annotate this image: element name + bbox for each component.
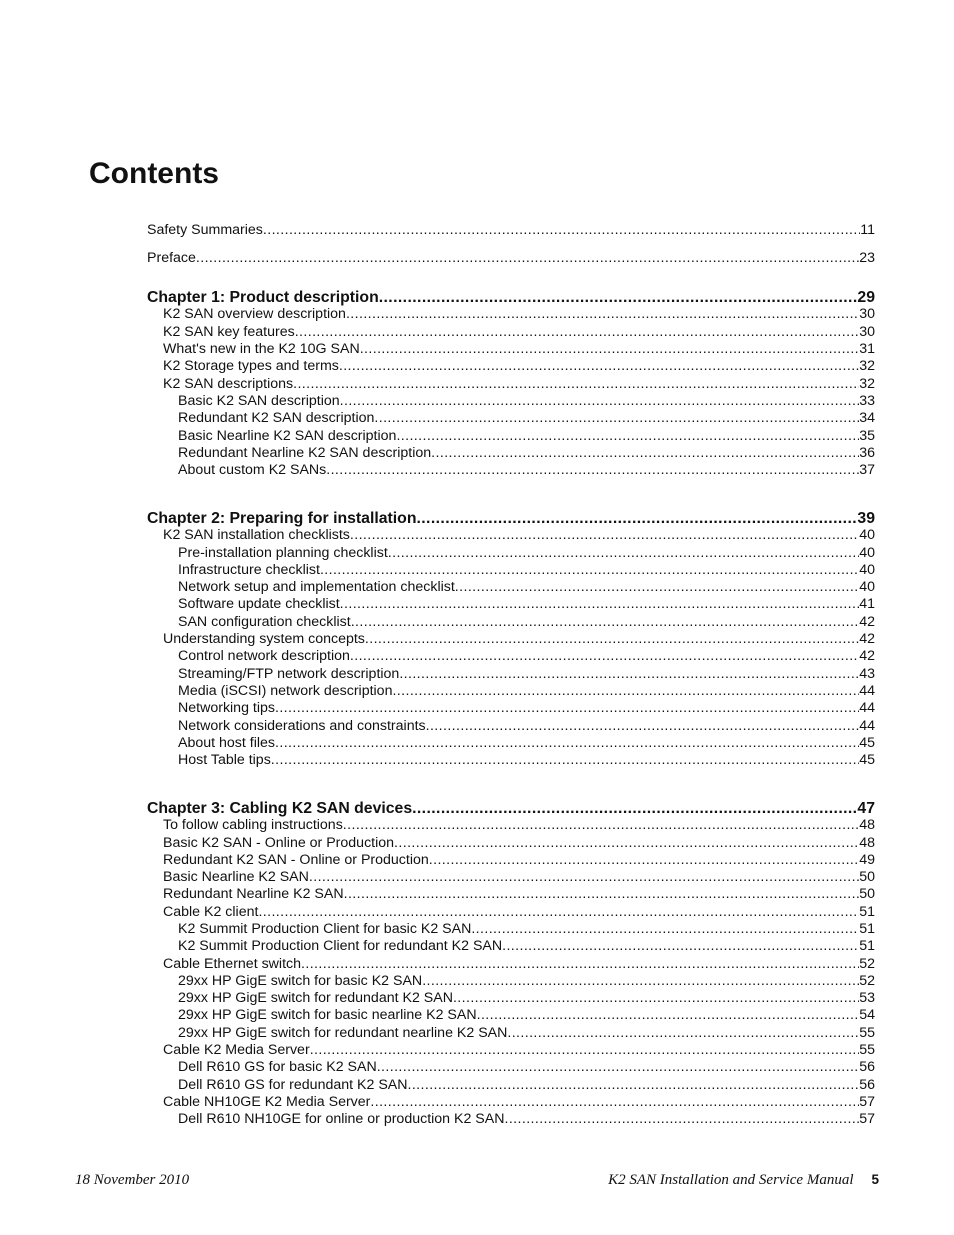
toc-entry-label: Basic K2 SAN description (178, 392, 340, 409)
toc-entry-page: 40 (859, 579, 875, 596)
toc-entry-label: Network considerations and constraints (178, 717, 426, 734)
toc-entry-page: 52 (859, 955, 875, 972)
front-matter-list (147, 222, 875, 267)
dot-leader (326, 462, 859, 479)
toc-entry-label: K2 SAN overview description (163, 306, 346, 323)
dot-leader (507, 1025, 859, 1042)
toc-entry-page: 42 (859, 631, 875, 648)
dot-leader (275, 735, 859, 752)
toc-subsection-entry[interactable] (147, 410, 875, 427)
table-of-contents (147, 222, 875, 1129)
dot-leader (453, 990, 859, 1007)
toc-entry-page: 57 (859, 1093, 875, 1110)
toc-entry-label: Redundant Nearline K2 SAN description (178, 444, 432, 461)
toc-entry-label: 29xx HP GigE switch for redundant nearline K2 SAN (178, 1024, 508, 1041)
toc-subsection-entry[interactable] (147, 990, 875, 1007)
toc-entry-label: Redundant K2 SAN description (178, 410, 375, 427)
dot-leader (392, 683, 859, 700)
toc-entry-label: Basic K2 SAN - Online or Production (163, 834, 395, 851)
dot-leader (350, 527, 859, 544)
toc-subsection-entry[interactable] (147, 1059, 875, 1076)
dot-leader (340, 596, 860, 613)
chapter-section (147, 289, 875, 479)
toc-entry-label: K2 Summit Production Client for redundant K2 SAN (178, 938, 503, 955)
toc-entry-label: Dell R610 NH10GE for online or production K2 SAN (178, 1111, 505, 1128)
toc-entry-page: 35 (859, 427, 875, 444)
dot-leader (320, 562, 859, 579)
toc-entry-label: 29xx HP GigE switch for redundant K2 SAN (178, 990, 453, 1007)
toc-subsection-entry[interactable] (147, 752, 875, 769)
toc-section-entry[interactable] (147, 852, 875, 869)
toc-entry-label: What's new in the K2 10G SAN (163, 341, 360, 358)
toc-subsection-entry[interactable] (147, 614, 875, 631)
toc-entry-label: Networking tips (178, 700, 275, 717)
dot-leader (346, 306, 859, 323)
dot-leader (431, 445, 859, 462)
toc-entry-page: 31 (859, 341, 875, 358)
dot-leader (374, 410, 859, 427)
dot-leader (365, 631, 859, 648)
dot-leader (339, 358, 859, 375)
toc-front-entry[interactable] (147, 250, 875, 267)
toc-entry-page: 37 (859, 462, 875, 479)
dot-leader (350, 648, 859, 665)
toc-entry-label: Dell R610 GS for redundant K2 SAN (178, 1076, 408, 1093)
toc-subsection-entry[interactable] (147, 938, 875, 955)
toc-entry-page: 48 (859, 817, 875, 834)
toc-entry-label: Cable K2 client (163, 903, 259, 920)
toc-section-entry[interactable] (147, 341, 875, 358)
toc-entry-label: Basic Nearline K2 SAN description (178, 427, 397, 444)
toc-subsection-entry[interactable] (147, 973, 875, 990)
dot-leader (399, 666, 859, 683)
toc-subsection-entry[interactable] (147, 1111, 875, 1128)
toc-entry-page: 47 (857, 799, 875, 817)
toc-entry-page: 40 (859, 561, 875, 578)
toc-subsection-entry[interactable] (147, 428, 875, 445)
toc-entry-page: 54 (859, 1007, 875, 1024)
dot-leader (426, 718, 860, 735)
toc-entry-page: 33 (859, 392, 875, 409)
toc-subsection-entry[interactable] (147, 1077, 875, 1094)
dot-leader (471, 921, 859, 938)
toc-entry-label: To follow cabling instructions (163, 817, 343, 834)
toc-subsection-entry[interactable] (147, 596, 875, 613)
dot-leader (196, 250, 859, 267)
toc-entry-page: 44 (859, 700, 875, 717)
toc-section-entry[interactable] (147, 324, 875, 341)
toc-section-entry[interactable] (147, 817, 875, 834)
toc-entry-page: 39 (857, 509, 875, 527)
toc-entry-page: 44 (859, 717, 875, 734)
toc-section-entry[interactable] (147, 1094, 875, 1111)
dot-leader (295, 324, 860, 341)
toc-entry-label: Redundant Nearline K2 SAN (163, 886, 344, 903)
toc-entry-label: Understanding system concepts (163, 631, 365, 648)
toc-section-entry[interactable] (147, 631, 875, 648)
toc-front-entry[interactable] (147, 222, 875, 239)
chapter-section (147, 510, 875, 769)
toc-entry-page: 30 (859, 306, 875, 323)
toc-entry-page: 53 (859, 990, 875, 1007)
toc-entry-label: About host files (178, 734, 276, 751)
toc-entry-page: 51 (859, 920, 875, 937)
dot-leader (502, 938, 859, 955)
dot-leader (360, 341, 860, 358)
dot-leader (310, 1042, 860, 1059)
toc-subsection-entry[interactable] (147, 562, 875, 579)
toc-entry-page: 52 (859, 972, 875, 989)
dot-leader (370, 1094, 859, 1111)
dot-leader (275, 700, 859, 717)
toc-entry-label: K2 SAN installation checklists (163, 527, 350, 544)
toc-entry-label: About custom K2 SANs (178, 462, 327, 479)
toc-entry-page: 41 (859, 596, 875, 613)
toc-subsection-entry[interactable] (147, 735, 875, 752)
toc-entry-label: K2 Storage types and terms (163, 358, 339, 375)
toc-entry-label: Basic Nearline K2 SAN (163, 869, 309, 886)
toc-chapter-entry[interactable] (147, 800, 875, 817)
toc-section-entry[interactable] (147, 358, 875, 375)
toc-subsection-entry[interactable] (147, 648, 875, 665)
toc-entry-page: 32 (859, 375, 875, 392)
toc-entry-page: 32 (859, 358, 875, 375)
dot-leader (344, 886, 860, 903)
toc-entry-page: 45 (859, 734, 875, 751)
toc-section-entry[interactable] (147, 527, 875, 544)
toc-entry-label: Chapter 2: Preparing for installation (147, 509, 417, 527)
toc-entry-label: Safety Summaries (147, 222, 263, 238)
dot-leader (396, 428, 859, 445)
toc-entry-page: 36 (859, 444, 875, 461)
toc-subsection-entry[interactable] (147, 1025, 875, 1042)
toc-entry-label: K2 SAN key features (163, 323, 295, 340)
toc-entry-page: 48 (859, 834, 875, 851)
toc-entry-page: 44 (859, 682, 875, 699)
toc-entry-page: 50 (859, 886, 875, 903)
dot-leader (455, 579, 859, 596)
toc-entry-label: Cable Ethernet switch (163, 955, 302, 972)
dot-leader (379, 289, 858, 306)
footer-page-number: 5 (871, 1172, 879, 1187)
toc-section-entry[interactable] (147, 1042, 875, 1059)
toc-section-entry[interactable] (147, 956, 875, 973)
toc-subsection-entry[interactable] (147, 545, 875, 562)
toc-subsection-entry[interactable] (147, 393, 875, 410)
dot-leader (377, 1059, 860, 1076)
toc-entry-page: 30 (859, 323, 875, 340)
dot-leader (263, 222, 860, 239)
dot-leader (340, 393, 860, 410)
toc-entry-page: 23 (859, 249, 875, 266)
toc-entry-page: 56 (859, 1059, 875, 1076)
toc-entry-label: Network setup and implementation checklist (178, 579, 455, 596)
toc-entry-page: 42 (859, 613, 875, 630)
toc-section-entry[interactable] (147, 835, 875, 852)
toc-entry-label: Media (iSCSI) network description (178, 682, 393, 699)
toc-section-entry[interactable] (147, 869, 875, 886)
toc-section-entry[interactable] (147, 306, 875, 323)
toc-entry-page: 50 (859, 869, 875, 886)
toc-entry-label: Cable NH10GE K2 Media Server (163, 1093, 371, 1110)
toc-entry-label: Chapter 1: Product description (147, 289, 379, 307)
footer-date: 18 November 2010 (75, 1172, 190, 1188)
toc-chapter-entry[interactable] (147, 510, 875, 527)
toc-entry-page: 42 (859, 648, 875, 665)
toc-entry-page: 40 (859, 544, 875, 561)
toc-entry-page: 57 (859, 1111, 875, 1128)
dot-leader (504, 1111, 859, 1128)
toc-entry-page: 55 (859, 1024, 875, 1041)
toc-entry-label: Pre-installation planning checklist (178, 544, 388, 561)
toc-chapter-entry[interactable] (147, 289, 875, 306)
toc-entry-page: 51 (859, 938, 875, 955)
toc-entry-page: 55 (859, 1042, 875, 1059)
toc-entry-page: 56 (859, 1076, 875, 1093)
dot-leader (301, 956, 859, 973)
toc-entry-page: 49 (859, 851, 875, 868)
toc-entry-label: 29xx HP GigE switch for basic nearline K2 SAN (178, 1007, 477, 1024)
toc-subsection-entry[interactable] (147, 445, 875, 462)
toc-entry-page: 11 (860, 222, 875, 238)
toc-entry-page: 51 (859, 903, 875, 920)
dot-leader (343, 817, 859, 834)
toc-entry-page: 34 (859, 410, 875, 427)
dot-leader (351, 614, 860, 631)
toc-entry-label: Software update checklist (178, 596, 340, 613)
toc-entry-label: Dell R610 GS for basic K2 SAN (178, 1059, 377, 1076)
toc-section-entry[interactable] (147, 886, 875, 903)
toc-subsection-entry[interactable] (147, 462, 875, 479)
toc-subsection-entry[interactable] (147, 666, 875, 683)
toc-entry-label: K2 SAN descriptions (163, 375, 294, 392)
toc-subsection-entry[interactable] (147, 683, 875, 700)
toc-section-entry[interactable] (147, 376, 875, 393)
toc-subsection-entry[interactable] (147, 579, 875, 596)
dot-leader (416, 510, 857, 527)
toc-entry-label: Preface (147, 249, 196, 266)
dot-leader (271, 752, 859, 769)
toc-subsection-entry[interactable] (147, 1007, 875, 1024)
dot-leader (429, 852, 859, 869)
dot-leader (394, 835, 859, 852)
footer-manual-info (608, 1171, 879, 1189)
toc-section-entry[interactable] (147, 904, 875, 921)
toc-subsection-entry[interactable] (147, 921, 875, 938)
toc-subsection-entry[interactable] (147, 718, 875, 735)
footer-manual-title: K2 SAN Installation and Service Manual (608, 1172, 854, 1188)
page-title: Contents (89, 157, 219, 190)
toc-entry-page: 29 (857, 289, 875, 307)
toc-entry-label: 29xx HP GigE switch for basic K2 SAN (178, 972, 423, 989)
toc-entry-label: Control network description (178, 648, 350, 665)
dot-leader (422, 973, 859, 990)
toc-entry-label: Redundant K2 SAN - Online or Production (163, 851, 429, 868)
toc-entry-label: Streaming/FTP network description (178, 665, 400, 682)
dot-leader (258, 904, 859, 921)
toc-entry-page: 40 (859, 527, 875, 544)
toc-entry-label: Infrastructure checklist (178, 561, 320, 578)
dot-leader (412, 800, 857, 817)
toc-entry-page: 43 (859, 665, 875, 682)
toc-entry-page: 45 (859, 752, 875, 769)
dot-leader (388, 545, 859, 562)
toc-entry-label: Host Table tips (178, 752, 271, 769)
toc-entry-label: SAN configuration checklist (178, 613, 351, 630)
toc-subsection-entry[interactable] (147, 700, 875, 717)
dot-leader (293, 376, 859, 393)
dot-leader (477, 1007, 860, 1024)
dot-leader (309, 869, 859, 886)
toc-entry-label: Cable K2 Media Server (163, 1042, 310, 1059)
toc-entry-label: K2 Summit Production Client for basic K2 SAN (178, 920, 472, 937)
toc-entry-label: Chapter 3: Cabling K2 SAN devices (147, 799, 413, 817)
dot-leader (408, 1077, 860, 1094)
chapter-section (147, 800, 875, 1129)
